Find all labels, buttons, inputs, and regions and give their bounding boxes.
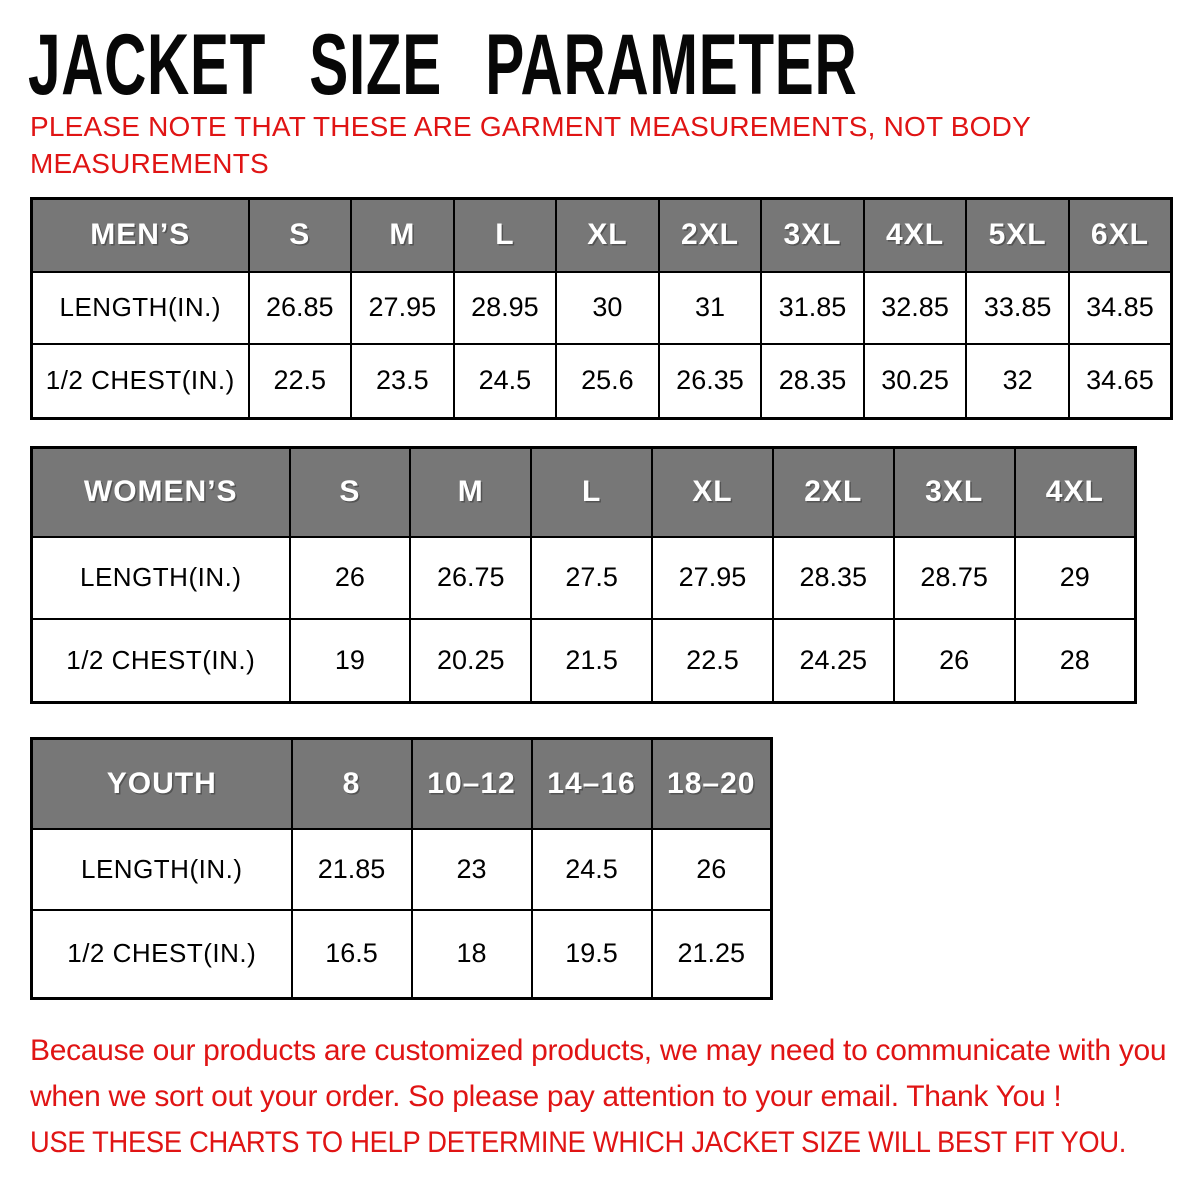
row-label-length: LENGTH(IN.)	[32, 537, 290, 619]
size-header-cell: 5XL	[966, 199, 1069, 272]
youth-size-table	[30, 737, 773, 1000]
size-header-cell: M	[351, 199, 454, 272]
length-value-cell: 27.5	[531, 537, 652, 619]
chest-value-cell: 16.5	[292, 910, 412, 999]
length-value-cell: 27.95	[351, 272, 454, 344]
size-header-cell: M	[410, 448, 531, 537]
size-header-cell: 6XL	[1069, 199, 1172, 272]
size-header-cell: 2XL	[659, 199, 762, 272]
size-header-cell: XL	[556, 199, 659, 272]
chest-value-cell: 21.25	[652, 910, 772, 999]
length-value-cell: 26	[652, 829, 772, 910]
chest-value-cell: 25.6	[556, 344, 659, 419]
womens-length-row	[32, 537, 1136, 619]
note-line-2: MEASUREMENTS	[30, 148, 269, 179]
womens-chest-row	[32, 619, 1136, 703]
row-label-length: LENGTH(IN.)	[32, 272, 249, 344]
size-header-cell: L	[454, 199, 557, 272]
length-value-cell: 26.85	[249, 272, 352, 344]
chest-value-cell: 18	[412, 910, 532, 999]
size-header-cell: 18–20	[652, 739, 772, 829]
chest-value-cell: 32	[966, 344, 1069, 419]
length-value-cell: 31	[659, 272, 762, 344]
size-header-cell: 4XL	[1015, 448, 1136, 537]
chest-value-cell: 19	[290, 619, 411, 703]
length-value-cell: 26.75	[410, 537, 531, 619]
chest-value-cell: 26	[894, 619, 1015, 703]
youth-chest-row	[32, 910, 772, 999]
length-value-cell: 34.85	[1069, 272, 1172, 344]
size-header-cell: 3XL	[894, 448, 1015, 537]
chest-value-cell: 28	[1015, 619, 1136, 703]
length-value-cell: 28.35	[773, 537, 894, 619]
chest-value-cell: 28.35	[761, 344, 864, 419]
length-value-cell: 29	[1015, 537, 1136, 619]
size-header-cell: 4XL	[864, 199, 967, 272]
length-value-cell: 28.95	[454, 272, 557, 344]
length-value-cell: 26	[290, 537, 411, 619]
customization-notice-line-1: Because our products are customized products, we may need to communicate with you	[30, 1034, 1167, 1067]
size-header-cell: 14–16	[532, 739, 652, 829]
chest-value-cell: 30.25	[864, 344, 967, 419]
mens-header-row	[32, 199, 1172, 272]
length-value-cell: 27.95	[652, 537, 773, 619]
length-value-cell: 21.85	[292, 829, 412, 910]
chest-value-cell: 20.25	[410, 619, 531, 703]
youth-header-row	[32, 739, 772, 829]
chest-value-cell: 22.5	[652, 619, 773, 703]
chest-value-cell: 26.35	[659, 344, 762, 419]
mens-chest-row	[32, 344, 1172, 419]
row-label-chest: 1/2 CHEST(IN.)	[32, 619, 290, 703]
size-header-cell: 3XL	[761, 199, 864, 272]
chest-value-cell: 22.5	[249, 344, 352, 419]
length-value-cell: 30	[556, 272, 659, 344]
size-header-cell: L	[531, 448, 652, 537]
customization-notice-line-2: when we sort out your order. So please pay attention to your email. Thank You !	[30, 1080, 1062, 1113]
chest-value-cell: 19.5	[532, 910, 652, 999]
size-header-cell: S	[290, 448, 411, 537]
length-value-cell: 31.85	[761, 272, 864, 344]
row-label-chest: 1/2 CHEST(IN.)	[32, 910, 292, 999]
mens-size-table	[30, 197, 1173, 420]
womens-header-row	[32, 448, 1136, 537]
youth-length-row	[32, 829, 772, 910]
chest-value-cell: 21.5	[531, 619, 652, 703]
garment-measurement-note	[30, 108, 1031, 182]
chest-value-cell: 24.25	[773, 619, 894, 703]
size-header-cell: 10–12	[412, 739, 532, 829]
mens-table-label: MEN’S	[32, 199, 249, 272]
customization-notice	[30, 1028, 1190, 1120]
row-label-chest: 1/2 CHEST(IN.)	[32, 344, 249, 419]
womens-table-label: WOMEN’S	[32, 448, 290, 537]
page-title: JACKET SIZE PARAMETER	[28, 17, 858, 113]
size-header-cell: XL	[652, 448, 773, 537]
chest-value-cell: 24.5	[454, 344, 557, 419]
length-value-cell: 24.5	[532, 829, 652, 910]
chart-usage-hint: USE THESE CHARTS TO HELP DETERMINE WHICH JACKET SIZE WILL BEST FIT YOU.	[30, 1126, 1127, 1159]
length-value-cell: 23	[412, 829, 532, 910]
size-header-cell: 2XL	[773, 448, 894, 537]
row-label-length: LENGTH(IN.)	[32, 829, 292, 910]
chest-value-cell: 34.65	[1069, 344, 1172, 419]
mens-length-row	[32, 272, 1172, 344]
note-line-1: PLEASE NOTE THAT THESE ARE GARMENT MEASUREMENTS, NOT BODY	[30, 111, 1031, 142]
youth-table-label: YOUTH	[32, 739, 292, 829]
womens-size-table	[30, 446, 1137, 704]
length-value-cell: 28.75	[894, 537, 1015, 619]
length-value-cell: 33.85	[966, 272, 1069, 344]
chest-value-cell: 23.5	[351, 344, 454, 419]
size-header-cell: S	[249, 199, 352, 272]
length-value-cell: 32.85	[864, 272, 967, 344]
size-header-cell: 8	[292, 739, 412, 829]
